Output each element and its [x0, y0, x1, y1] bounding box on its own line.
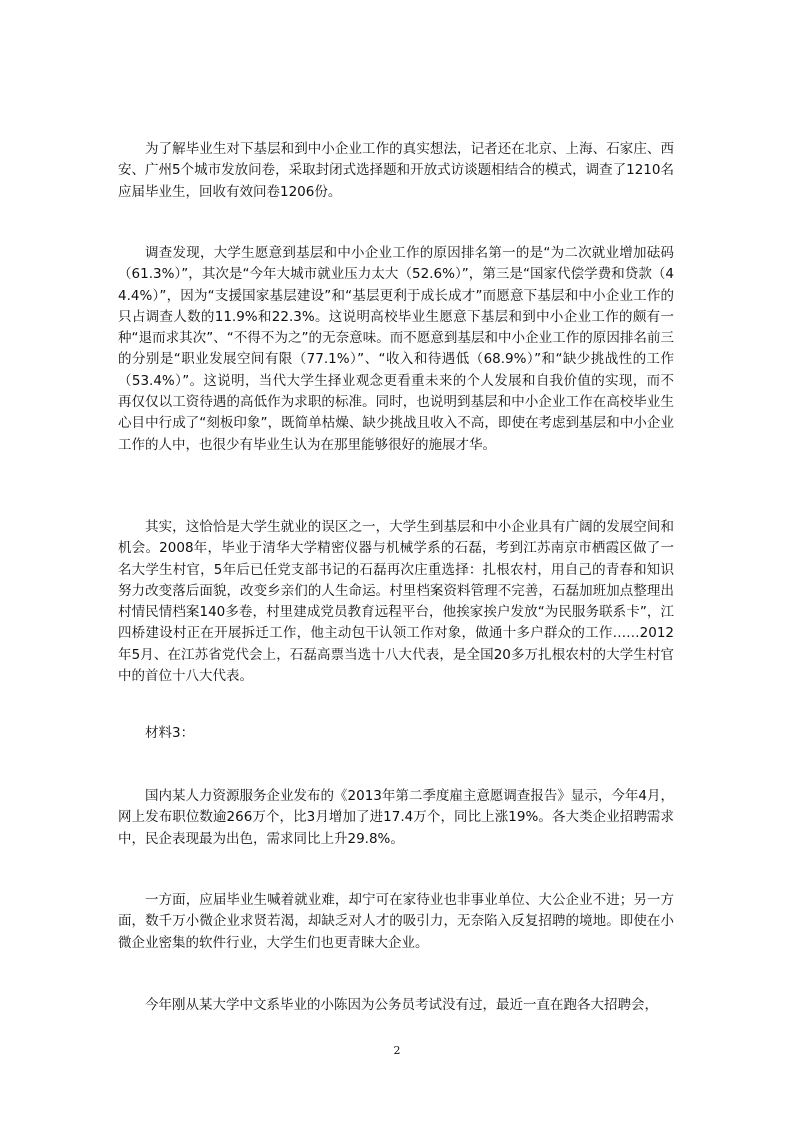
paragraph-xiao-chen: 今年刚从某大学中文系毕业的小陈因为公务员考试没有过，最近一直在跑各大招聘会， — [145, 997, 658, 1013]
paragraph-small-business: 一方面，应届毕业生喊着就业难，却宁可在家待业也非事业单位、大公企业不进；另一方面，数千万小微企业求贤若渴，却缺乏对人才的吸引力，无奈陷入反复招聘的境地。即使在小微企业密集的软件行业，大学生们也更青睐大企业。 — [118, 892, 674, 951]
paragraph-shi-lei-example: 其实，这恰恰是大学生就业的误区之一，大学生到基层和中小企业具有广阔的发展空间和机会。2008年，毕业于清华大学精密仪器与机械学系的石磊，考到江苏南京市栖霞区做了一名大学生村官，5年后已任党支部书记的石磊再次庄重选择：扎根农村，用自己的青春和知识努力改变落后面貌，改变乡亲们的人生命运。村里档案资料管理不完善，石磊加班加点整理出村情民情档案140多卷，村里建成党员教育远程平台，他挨家挨户发放“为民服务联系卡”，江四桥建设村正在开展拆迁工作，他主动包干认领工作对象，做通十多户群众的工作……2012年5月、在江苏省党代会上，石磊高票当选十八大代表，是全国20多万扎根农村的大学生村官中的首位十八大代表。 — [118, 519, 674, 685]
paragraph-employer-report: 国内某人力资源服务企业发布的《2013年第二季度雇主意愿调查报告》显示，今年4月，网上发布职位数逾266万个，比3月增加了进17.4万个，同比上涨19%。各大类企业招聘需求中，民企表现最为出色，需求同比上升29.8%。 — [118, 788, 674, 847]
page-number: 2 — [393, 1044, 401, 1057]
paragraph-survey-intro: 为了解毕业生对下基层和到中小企业工作的真实想法，记者还在北京、上海、石家庄、西安、广州5个城市发放问卷，采取封闭式选择题和开放式访谈题相结合的模式，调查了1210名应届毕业生，回收有效问卷1206份。 — [118, 141, 674, 200]
paragraph-survey-findings: 调查发现，大学生愿意到基层和中小企业工作的原因排名第一的是“为二次就业增加砝码（61.3%）”，其次是“今年大城市就业压力太大（52.6%）”，第三是“国家代偿学费和贷款（44.4%）”，因为“支援国家基层建设”和“基层更利于成长成才”而愿意下基层和中小企业工作的只占调查人数的11.9%和22.3%。这说明高校毕业生愿意下基层和到中小企业工作的颇有一种“退而求其次”、“不得不为之”的无奈意味。而不愿意到基层和中小企业工作的原因排名前三的分别是“职业发展空间有限（77.1%）”、“收入和待遇低（68.9%）”和“缺少挑战性的工作（53.4%）”。这说明，当代大学生择业观念更看重未来的个人发展和自我价值的实现，而不再仅仅以工资待遇的高低作为求职的标准。同时，也说明到基层和中小企业工作在高校毕业生心目中行成了“刻板印象”，既简单枯燥、缺少挑战且收入不高，即使在考虑到基层和中小企业工作的人中，也很少有毕业生认为在那里能够很好的施展才华。 — [118, 245, 674, 453]
material-3-heading: 材料3： — [145, 725, 195, 741]
